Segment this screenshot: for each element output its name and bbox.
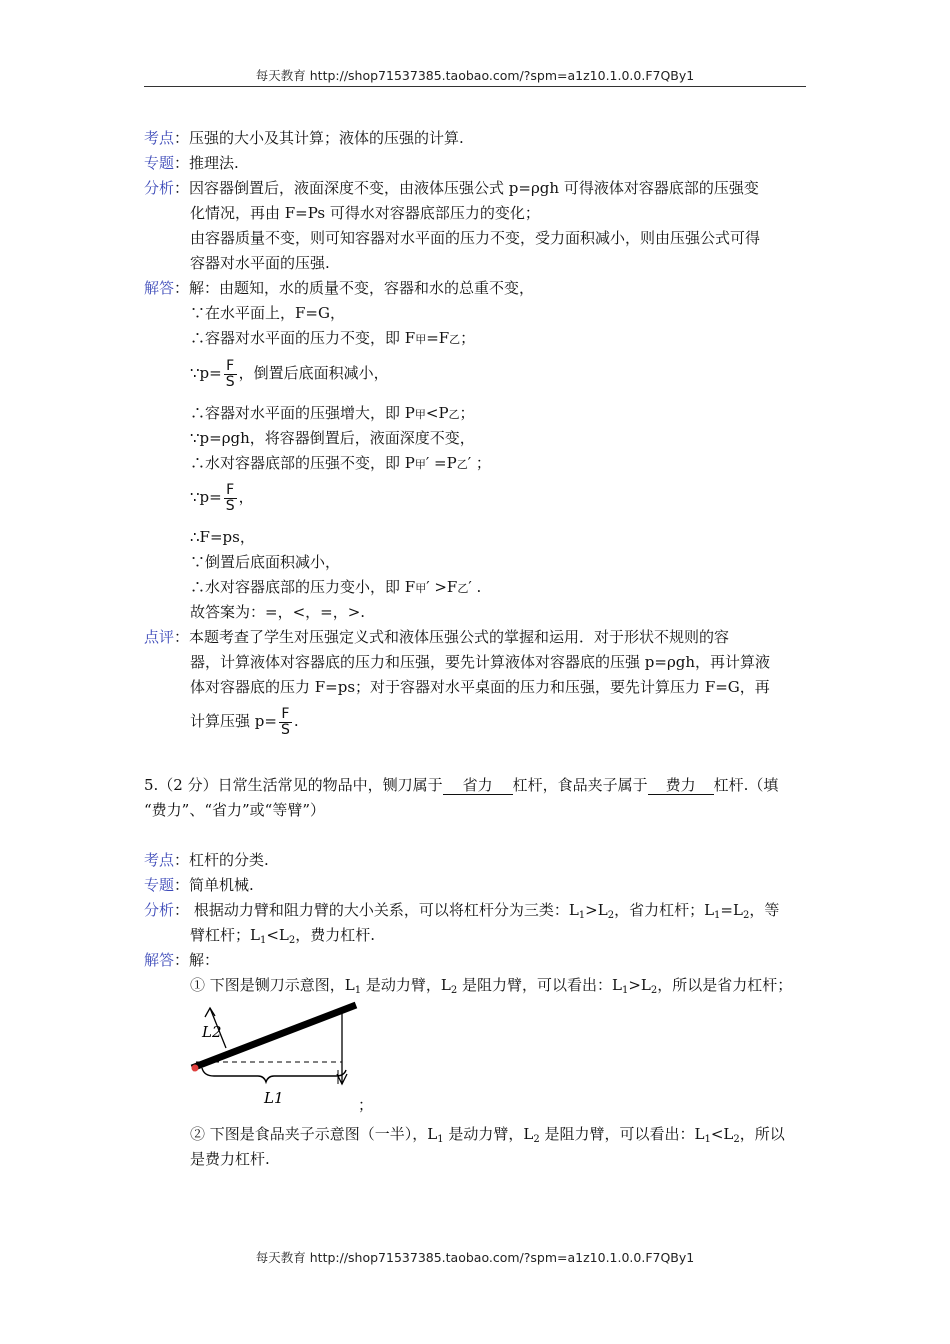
q5-jieda-l4: 是费力杠杆. <box>190 1150 270 1168</box>
q4-dianping-line3: 体对容器底的压力 F=ps；对于容器对水平桌面的压力和压强，要先计算压力 F=G，再 <box>190 678 770 696</box>
q4-jieda-l3: ∴容器对水平面的压力不变，即 F甲=F乙； <box>190 329 476 347</box>
guillotine-diagram <box>186 1000 366 1112</box>
q4-jieda-l10: ∵倒置后底面积减小， <box>190 553 341 571</box>
q4-jieda-l4: ∵p= $\frac{F}{S}$ ，倒置后底面积减小， <box>190 357 389 390</box>
fraction-f-over-s: $\frac{F}{S}$ <box>280 705 290 738</box>
q5-stem: 5.（2 分）日常生活常见的物品中，铡刀属于 省力 杠杆，食品夹子属于 费力 杠杆.（填 <box>144 776 779 794</box>
diagram-semicolon: ； <box>358 1096 374 1114</box>
q4-jieda-l6: ∵p=ρgh，将容器倒置后，液面深度不变， <box>190 429 475 447</box>
q5-jieda: 解答：解： <box>144 951 220 969</box>
q4-dianping: 点评：本题考查了学生对压强定义式和液体压强公式的掌握和运用．对于形状不规则的容 <box>144 628 730 646</box>
q5-fenxi-line2: 臂杠杆；$L_1<L_2$，费力杠杆. <box>190 926 376 946</box>
q4-jieda-l2: ∵在水平面上，F=G， <box>190 304 345 322</box>
fraction-f-over-s: $\frac{F}{S}$ <box>225 481 235 514</box>
q4-jieda-l7: ∴水对容器底部的压强不变，即 P甲′ =P乙′ ； <box>190 454 491 472</box>
q5-kaodian: 考点：杠杆的分类. <box>144 851 269 869</box>
q5-blank1: 省力 <box>443 776 513 795</box>
q4-jieda-answer: 故答案为：=，<，=，>. <box>190 603 366 621</box>
q4-fenxi-line3: 由容器质量不变，则可知容器对水平面的压力不变，受力面积减小，则由压强公式可得 <box>190 229 761 247</box>
q4-fenxi-line4: 容器对水平面的压强. <box>190 254 330 272</box>
page-footer: 每天教育 http://shop71537385.taobao.com/?spm=a1z10.1.0.0.F7QBy1 <box>255 1250 695 1265</box>
q4-dianping-line2: 器，计算液体对容器底的压力和压强，要先计算液体对容器底的压强 p=ρgh，再计算液 <box>190 653 771 671</box>
l1-brace <box>202 1068 346 1082</box>
q4-jieda-l8: ∵p= $\frac{F}{S}$ ， <box>190 481 254 514</box>
q4-jieda-l11: ∴水对容器底部的压力变小，即 F甲′ >F乙′ . <box>190 578 482 596</box>
q5-fenxi: 分析： 根据动力臂和阻力臂的大小关系，可以将杠杆分为三类：$L_1>L_2$，省力杠杆；$L_1=L_2$，等 <box>144 901 780 921</box>
q4-dianping-line4: 计算压强 p= $\frac{F}{S}$ . <box>190 705 299 738</box>
q5-stem-line2: “费力”、“省力”或“等臂”） <box>144 801 326 819</box>
q5-jieda-l3: ② 下图是食品夹子示意图（一半），$L_1$ 是动力臂，$L_2$ 是阻力臂，可以看出：$L_1<L_2$，所以 <box>190 1125 785 1145</box>
q4-jieda: 解答：解：由题知，水的质量不变，容器和水的总重不变， <box>144 279 535 297</box>
label-l2: L2 <box>202 1023 222 1041</box>
q5-zhuanti: 专题：简单机械. <box>144 876 254 894</box>
q4-jieda-l5: ∴容器对水平面的压强增大，即 P甲<P乙； <box>190 404 475 422</box>
q4-jieda-l9: ∴F=ps， <box>190 528 255 546</box>
q4-fenxi-line2: 化情况，再由 F=Ps 可得水对容器底部压力的变化； <box>190 204 540 222</box>
q5-blank2: 费力 <box>648 776 714 795</box>
q5-jieda-l2: ① 下图是铡刀示意图，$L_1$ 是动力臂，$L_2$ 是阻力臂，可以看出：$L_1>L_2$，所以是省力杠杆； <box>190 976 793 996</box>
label-l1: L1 <box>264 1089 284 1107</box>
q4-kaodian: 考点：压强的大小及其计算；液体的压强的计算. <box>144 129 464 147</box>
q4-fenxi: 分析：因容器倒置后，液面深度不变，由液体压强公式 p=ρgh 可得液体对容器底部的压强变 <box>144 179 759 197</box>
q4-zhuanti: 专题：推理法. <box>144 154 239 172</box>
fraction-f-over-s: $\frac{F}{S}$ <box>225 357 235 390</box>
page-header: 每天教育 http://shop71537385.taobao.com/?spm=a1z10.1.0.0.F7QBy1 <box>144 66 806 87</box>
fulcrum-point <box>192 1065 199 1072</box>
